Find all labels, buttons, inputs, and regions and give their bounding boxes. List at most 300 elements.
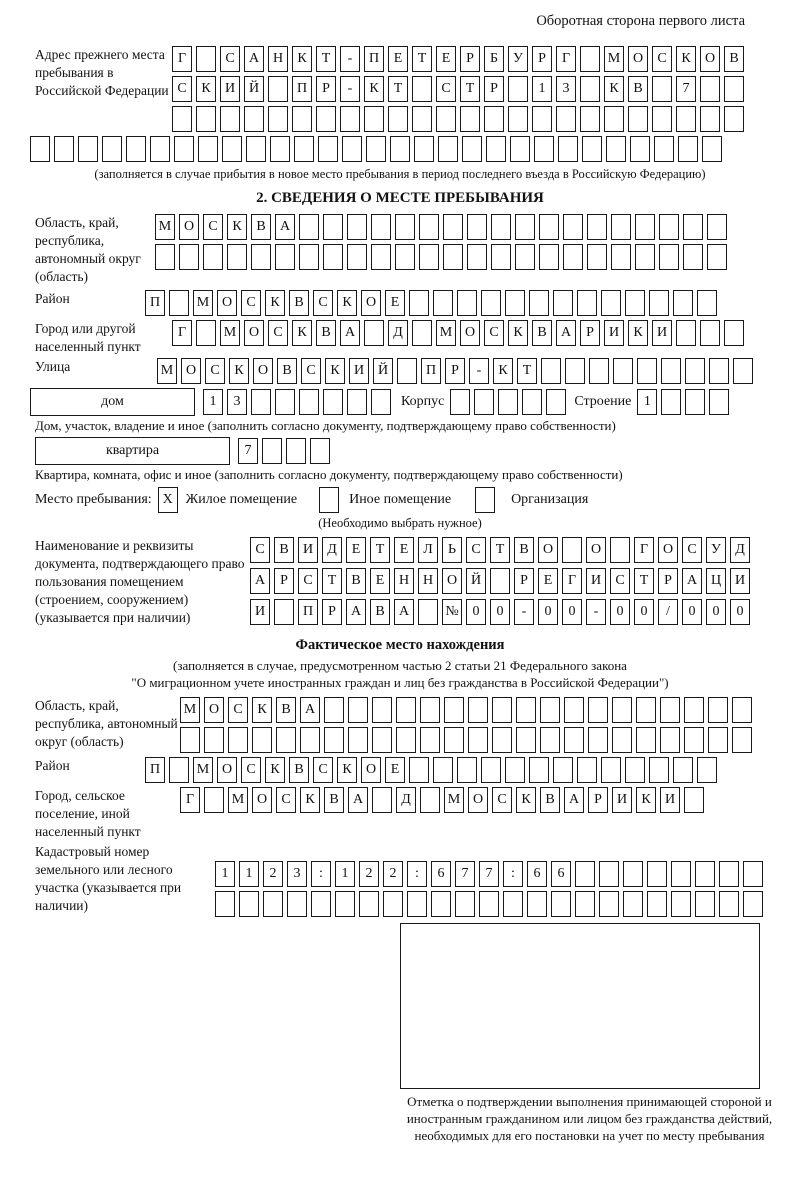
char-box[interactable] bbox=[695, 861, 715, 887]
char-box[interactable] bbox=[299, 214, 319, 240]
char-box[interactable] bbox=[505, 757, 525, 783]
char-box[interactable]: С bbox=[298, 568, 318, 594]
char-box[interactable]: Е bbox=[388, 46, 408, 72]
char-box[interactable] bbox=[457, 757, 477, 783]
char-box[interactable]: М bbox=[155, 214, 175, 240]
char-box[interactable] bbox=[719, 891, 739, 917]
char-box[interactable]: П bbox=[145, 757, 165, 783]
char-box[interactable] bbox=[412, 76, 432, 102]
char-box[interactable]: 3 bbox=[227, 389, 247, 415]
char-box[interactable] bbox=[274, 599, 294, 625]
char-box[interactable] bbox=[654, 136, 674, 162]
char-box[interactable]: В bbox=[277, 358, 297, 384]
char-box[interactable]: Й bbox=[466, 568, 486, 594]
char-box[interactable]: С bbox=[241, 757, 261, 783]
char-box[interactable] bbox=[556, 106, 576, 132]
char-box[interactable] bbox=[599, 891, 619, 917]
char-box[interactable]: К bbox=[229, 358, 249, 384]
char-box[interactable] bbox=[529, 290, 549, 316]
char-box[interactable]: Н bbox=[418, 568, 438, 594]
char-box[interactable] bbox=[553, 290, 573, 316]
char-box[interactable]: Е bbox=[385, 757, 405, 783]
char-box[interactable] bbox=[539, 214, 559, 240]
char-box[interactable]: М bbox=[436, 320, 456, 346]
char-box[interactable] bbox=[102, 136, 122, 162]
char-box[interactable] bbox=[169, 757, 189, 783]
char-box[interactable]: В bbox=[276, 697, 296, 723]
char-box[interactable] bbox=[684, 727, 704, 753]
char-box[interactable]: М bbox=[220, 320, 240, 346]
char-box[interactable] bbox=[460, 106, 480, 132]
char-box[interactable] bbox=[732, 697, 752, 723]
char-box[interactable] bbox=[443, 244, 463, 270]
char-box[interactable] bbox=[647, 891, 667, 917]
char-box[interactable]: В bbox=[370, 599, 390, 625]
char-box[interactable]: Б bbox=[484, 46, 504, 72]
char-box[interactable] bbox=[323, 244, 343, 270]
char-box[interactable] bbox=[275, 244, 295, 270]
char-box[interactable]: В bbox=[324, 787, 344, 813]
char-box[interactable]: 7 bbox=[455, 861, 475, 887]
char-box[interactable] bbox=[635, 244, 655, 270]
char-box[interactable]: Ь bbox=[442, 537, 462, 563]
char-box[interactable] bbox=[515, 244, 535, 270]
char-box[interactable] bbox=[174, 136, 194, 162]
char-box[interactable]: А bbox=[564, 787, 584, 813]
char-box[interactable]: Р bbox=[445, 358, 465, 384]
char-box[interactable] bbox=[196, 106, 216, 132]
char-box[interactable]: С bbox=[466, 537, 486, 563]
char-box[interactable] bbox=[481, 757, 501, 783]
char-box[interactable]: С bbox=[652, 46, 672, 72]
char-box[interactable]: 0 bbox=[562, 599, 582, 625]
char-box[interactable] bbox=[420, 697, 440, 723]
char-box[interactable] bbox=[396, 697, 416, 723]
char-box[interactable]: 6 bbox=[551, 861, 571, 887]
char-box[interactable] bbox=[299, 389, 319, 415]
char-box[interactable]: О bbox=[586, 537, 606, 563]
char-box[interactable]: С bbox=[172, 76, 192, 102]
char-box[interactable]: К bbox=[364, 76, 384, 102]
char-box[interactable] bbox=[479, 891, 499, 917]
char-box[interactable] bbox=[276, 727, 296, 753]
char-box[interactable]: С bbox=[313, 290, 333, 316]
char-box[interactable] bbox=[564, 697, 584, 723]
char-box[interactable]: П bbox=[292, 76, 312, 102]
char-box[interactable]: 3 bbox=[556, 76, 576, 102]
char-box[interactable] bbox=[412, 106, 432, 132]
char-box[interactable]: 0 bbox=[634, 599, 654, 625]
char-box[interactable]: А bbox=[275, 214, 295, 240]
char-box[interactable] bbox=[601, 757, 621, 783]
char-box[interactable]: № bbox=[442, 599, 462, 625]
char-box[interactable] bbox=[604, 106, 624, 132]
char-box[interactable] bbox=[673, 757, 693, 783]
char-box[interactable] bbox=[647, 861, 667, 887]
char-box[interactable] bbox=[498, 389, 518, 415]
char-box[interactable] bbox=[743, 891, 763, 917]
char-box[interactable] bbox=[179, 244, 199, 270]
char-box[interactable]: С bbox=[276, 787, 296, 813]
char-box[interactable]: Р bbox=[274, 568, 294, 594]
char-box[interactable] bbox=[558, 136, 578, 162]
char-box[interactable]: О bbox=[628, 46, 648, 72]
char-box[interactable]: Е bbox=[346, 537, 366, 563]
char-box[interactable] bbox=[628, 106, 648, 132]
char-box[interactable] bbox=[467, 244, 487, 270]
char-box[interactable] bbox=[661, 389, 681, 415]
char-box[interactable]: К bbox=[337, 757, 357, 783]
char-box[interactable] bbox=[196, 46, 216, 72]
char-box[interactable] bbox=[311, 891, 331, 917]
char-box[interactable] bbox=[78, 136, 98, 162]
char-box[interactable]: Р bbox=[322, 599, 342, 625]
char-box[interactable] bbox=[724, 76, 744, 102]
char-box[interactable] bbox=[491, 244, 511, 270]
char-box[interactable] bbox=[371, 389, 391, 415]
char-box[interactable]: Ц bbox=[706, 568, 726, 594]
char-box[interactable] bbox=[636, 697, 656, 723]
char-box[interactable]: Т bbox=[517, 358, 537, 384]
char-box[interactable] bbox=[388, 106, 408, 132]
char-box[interactable]: О bbox=[361, 290, 381, 316]
char-box[interactable] bbox=[580, 106, 600, 132]
char-box[interactable] bbox=[299, 244, 319, 270]
char-box[interactable] bbox=[420, 727, 440, 753]
char-box[interactable] bbox=[371, 244, 391, 270]
char-box[interactable] bbox=[588, 697, 608, 723]
char-box[interactable]: С bbox=[241, 290, 261, 316]
char-box[interactable]: О bbox=[204, 697, 224, 723]
char-box[interactable]: С bbox=[492, 787, 512, 813]
char-box[interactable]: О bbox=[442, 568, 462, 594]
char-box[interactable] bbox=[364, 106, 384, 132]
char-box[interactable]: Т bbox=[634, 568, 654, 594]
char-box[interactable] bbox=[612, 727, 632, 753]
char-box[interactable] bbox=[707, 214, 727, 240]
char-box[interactable]: С bbox=[301, 358, 321, 384]
char-box[interactable] bbox=[719, 861, 739, 887]
char-box[interactable]: К bbox=[292, 320, 312, 346]
char-box[interactable]: У bbox=[508, 46, 528, 72]
char-box[interactable] bbox=[318, 136, 338, 162]
char-box[interactable]: / bbox=[658, 599, 678, 625]
char-box[interactable]: К bbox=[292, 46, 312, 72]
char-box[interactable] bbox=[455, 891, 475, 917]
char-box[interactable]: П bbox=[421, 358, 441, 384]
char-box[interactable]: Р bbox=[316, 76, 336, 102]
char-box[interactable] bbox=[364, 320, 384, 346]
char-box[interactable]: Д bbox=[396, 787, 416, 813]
char-box[interactable] bbox=[652, 106, 672, 132]
char-box[interactable] bbox=[671, 861, 691, 887]
char-box[interactable] bbox=[660, 727, 680, 753]
char-box[interactable] bbox=[324, 697, 344, 723]
char-box[interactable]: А bbox=[346, 599, 366, 625]
char-box[interactable]: 1 bbox=[637, 389, 657, 415]
char-box[interactable]: Т bbox=[316, 46, 336, 72]
char-box[interactable]: Г bbox=[634, 537, 654, 563]
char-box[interactable] bbox=[335, 891, 355, 917]
char-box[interactable]: - bbox=[514, 599, 534, 625]
char-box[interactable] bbox=[678, 136, 698, 162]
char-box[interactable] bbox=[268, 76, 288, 102]
char-box[interactable]: М bbox=[228, 787, 248, 813]
char-box[interactable]: Р bbox=[484, 76, 504, 102]
char-box[interactable] bbox=[661, 358, 681, 384]
char-box[interactable]: В bbox=[532, 320, 552, 346]
char-box[interactable]: С bbox=[610, 568, 630, 594]
char-box[interactable] bbox=[577, 290, 597, 316]
char-box[interactable] bbox=[444, 697, 464, 723]
char-box[interactable] bbox=[420, 787, 440, 813]
char-box[interactable] bbox=[490, 568, 510, 594]
char-box[interactable]: В bbox=[346, 568, 366, 594]
char-box[interactable]: У bbox=[706, 537, 726, 563]
char-box[interactable] bbox=[342, 136, 362, 162]
char-box[interactable]: Т bbox=[388, 76, 408, 102]
char-box[interactable] bbox=[611, 214, 631, 240]
char-box[interactable] bbox=[587, 244, 607, 270]
char-box[interactable]: И bbox=[586, 568, 606, 594]
char-box[interactable]: - bbox=[586, 599, 606, 625]
char-box[interactable]: В bbox=[316, 320, 336, 346]
char-box[interactable] bbox=[564, 727, 584, 753]
char-box[interactable] bbox=[275, 389, 295, 415]
char-box[interactable]: В bbox=[274, 537, 294, 563]
char-box[interactable] bbox=[323, 389, 343, 415]
char-box[interactable]: Р bbox=[532, 46, 552, 72]
char-box[interactable] bbox=[534, 136, 554, 162]
char-box[interactable]: Т bbox=[412, 46, 432, 72]
char-box[interactable] bbox=[444, 727, 464, 753]
char-box[interactable]: Г bbox=[172, 46, 192, 72]
char-box[interactable]: С bbox=[484, 320, 504, 346]
char-box[interactable] bbox=[606, 136, 626, 162]
char-box[interactable]: А bbox=[394, 599, 414, 625]
char-box[interactable]: И bbox=[612, 787, 632, 813]
char-box[interactable]: : bbox=[311, 861, 331, 887]
char-box[interactable] bbox=[697, 757, 717, 783]
char-box[interactable]: - bbox=[469, 358, 489, 384]
char-box[interactable] bbox=[529, 757, 549, 783]
char-box[interactable] bbox=[649, 290, 669, 316]
char-box[interactable]: Е bbox=[538, 568, 558, 594]
char-box[interactable] bbox=[270, 136, 290, 162]
char-box[interactable]: А bbox=[300, 697, 320, 723]
char-box[interactable]: В bbox=[540, 787, 560, 813]
char-box[interactable] bbox=[636, 727, 656, 753]
char-box[interactable]: - bbox=[340, 46, 360, 72]
char-box[interactable] bbox=[419, 244, 439, 270]
char-box[interactable]: 2 bbox=[383, 861, 403, 887]
char-box[interactable]: О bbox=[179, 214, 199, 240]
char-box[interactable] bbox=[516, 697, 536, 723]
char-box[interactable]: 0 bbox=[466, 599, 486, 625]
char-box[interactable] bbox=[300, 727, 320, 753]
char-box[interactable]: К bbox=[508, 320, 528, 346]
char-box[interactable] bbox=[565, 358, 585, 384]
char-box[interactable]: К bbox=[252, 697, 272, 723]
char-box[interactable]: О bbox=[460, 320, 480, 346]
char-box[interactable]: С bbox=[250, 537, 270, 563]
char-box[interactable]: Е bbox=[394, 537, 414, 563]
char-box[interactable] bbox=[316, 106, 336, 132]
char-box[interactable]: Л bbox=[418, 537, 438, 563]
char-box[interactable]: С bbox=[268, 320, 288, 346]
char-box[interactable] bbox=[251, 389, 271, 415]
char-box[interactable]: 6 bbox=[527, 861, 547, 887]
char-box[interactable] bbox=[155, 244, 175, 270]
char-box[interactable]: А bbox=[340, 320, 360, 346]
char-box[interactable]: 0 bbox=[706, 599, 726, 625]
char-box[interactable]: 0 bbox=[538, 599, 558, 625]
char-box[interactable] bbox=[743, 861, 763, 887]
char-box[interactable] bbox=[724, 106, 744, 132]
char-box[interactable] bbox=[347, 389, 367, 415]
char-box[interactable] bbox=[412, 320, 432, 346]
char-box[interactable] bbox=[491, 214, 511, 240]
char-box[interactable] bbox=[397, 358, 417, 384]
char-box[interactable] bbox=[589, 358, 609, 384]
char-box[interactable] bbox=[227, 244, 247, 270]
char-box[interactable]: Т bbox=[490, 537, 510, 563]
char-box[interactable] bbox=[587, 214, 607, 240]
char-box[interactable] bbox=[695, 891, 715, 917]
char-box[interactable]: И bbox=[604, 320, 624, 346]
char-box[interactable] bbox=[481, 290, 501, 316]
char-box[interactable]: М bbox=[157, 358, 177, 384]
char-box[interactable] bbox=[198, 136, 218, 162]
char-box[interactable]: Е bbox=[370, 568, 390, 594]
char-box[interactable] bbox=[222, 136, 242, 162]
char-box[interactable]: Г bbox=[180, 787, 200, 813]
char-box[interactable] bbox=[419, 214, 439, 240]
char-box[interactable] bbox=[486, 136, 506, 162]
char-box[interactable] bbox=[383, 891, 403, 917]
char-box[interactable]: О bbox=[217, 757, 237, 783]
char-box[interactable] bbox=[457, 290, 477, 316]
char-box[interactable]: 6 bbox=[431, 861, 451, 887]
char-box[interactable] bbox=[436, 106, 456, 132]
char-box[interactable]: А bbox=[250, 568, 270, 594]
char-box[interactable] bbox=[540, 727, 560, 753]
char-box[interactable] bbox=[601, 290, 621, 316]
char-box[interactable] bbox=[625, 290, 645, 316]
char-box[interactable] bbox=[340, 106, 360, 132]
char-box[interactable]: Т bbox=[460, 76, 480, 102]
char-box[interactable] bbox=[474, 389, 494, 415]
char-box[interactable]: О bbox=[538, 537, 558, 563]
char-box[interactable] bbox=[652, 76, 672, 102]
char-box[interactable]: С bbox=[682, 537, 702, 563]
char-box[interactable] bbox=[577, 757, 597, 783]
char-box[interactable]: 0 bbox=[682, 599, 702, 625]
char-box[interactable]: 0 bbox=[730, 599, 750, 625]
char-box[interactable]: 1 bbox=[335, 861, 355, 887]
char-box[interactable]: О bbox=[361, 757, 381, 783]
char-box[interactable]: К bbox=[604, 76, 624, 102]
char-box[interactable]: М bbox=[604, 46, 624, 72]
char-box[interactable]: Н bbox=[268, 46, 288, 72]
char-box[interactable]: Г bbox=[556, 46, 576, 72]
char-box[interactable]: С bbox=[220, 46, 240, 72]
char-box[interactable] bbox=[390, 136, 410, 162]
char-box[interactable]: - bbox=[340, 76, 360, 102]
char-box[interactable] bbox=[707, 244, 727, 270]
char-box[interactable]: К bbox=[265, 757, 285, 783]
char-box[interactable] bbox=[196, 320, 216, 346]
char-box[interactable] bbox=[683, 214, 703, 240]
char-box[interactable]: Г bbox=[172, 320, 192, 346]
char-box[interactable] bbox=[30, 136, 50, 162]
char-box[interactable] bbox=[287, 891, 307, 917]
char-box[interactable] bbox=[371, 214, 391, 240]
char-box[interactable] bbox=[323, 214, 343, 240]
char-box[interactable] bbox=[708, 697, 728, 723]
char-box[interactable]: Д bbox=[730, 537, 750, 563]
char-box[interactable]: К bbox=[636, 787, 656, 813]
char-box[interactable]: М bbox=[193, 757, 213, 783]
char-box[interactable] bbox=[246, 136, 266, 162]
char-box[interactable] bbox=[659, 244, 679, 270]
char-box[interactable]: 7 bbox=[676, 76, 696, 102]
char-box[interactable] bbox=[443, 214, 463, 240]
char-box[interactable] bbox=[563, 214, 583, 240]
char-box[interactable]: С bbox=[205, 358, 225, 384]
char-box[interactable]: А bbox=[682, 568, 702, 594]
char-box[interactable] bbox=[204, 787, 224, 813]
char-box[interactable] bbox=[508, 106, 528, 132]
char-box[interactable] bbox=[575, 861, 595, 887]
char-box[interactable]: П bbox=[145, 290, 165, 316]
char-box[interactable] bbox=[418, 599, 438, 625]
char-box[interactable]: Р bbox=[658, 568, 678, 594]
char-box[interactable] bbox=[700, 320, 720, 346]
char-box[interactable] bbox=[348, 727, 368, 753]
char-box[interactable] bbox=[372, 727, 392, 753]
char-box[interactable] bbox=[203, 244, 223, 270]
char-box[interactable] bbox=[702, 136, 722, 162]
char-box[interactable]: Р bbox=[514, 568, 534, 594]
char-box[interactable]: М bbox=[444, 787, 464, 813]
char-box[interactable]: К bbox=[628, 320, 648, 346]
char-box[interactable]: И bbox=[730, 568, 750, 594]
char-box[interactable] bbox=[637, 358, 657, 384]
char-box[interactable] bbox=[347, 214, 367, 240]
char-box[interactable] bbox=[484, 106, 504, 132]
char-box[interactable] bbox=[685, 358, 705, 384]
char-box[interactable] bbox=[733, 358, 753, 384]
char-box[interactable]: Й bbox=[373, 358, 393, 384]
char-box[interactable]: Г bbox=[562, 568, 582, 594]
char-box[interactable] bbox=[396, 727, 416, 753]
char-box[interactable]: Д bbox=[388, 320, 408, 346]
char-box[interactable] bbox=[630, 136, 650, 162]
char-box[interactable]: О bbox=[658, 537, 678, 563]
char-box[interactable] bbox=[468, 697, 488, 723]
char-box[interactable] bbox=[324, 727, 344, 753]
char-box[interactable]: С bbox=[436, 76, 456, 102]
char-box[interactable] bbox=[438, 136, 458, 162]
char-box[interactable] bbox=[252, 727, 272, 753]
char-box[interactable]: М bbox=[180, 697, 200, 723]
char-box[interactable]: П bbox=[364, 46, 384, 72]
char-box[interactable]: Д bbox=[322, 537, 342, 563]
char-box[interactable]: И bbox=[220, 76, 240, 102]
char-box[interactable]: В bbox=[724, 46, 744, 72]
char-box[interactable]: В bbox=[514, 537, 534, 563]
